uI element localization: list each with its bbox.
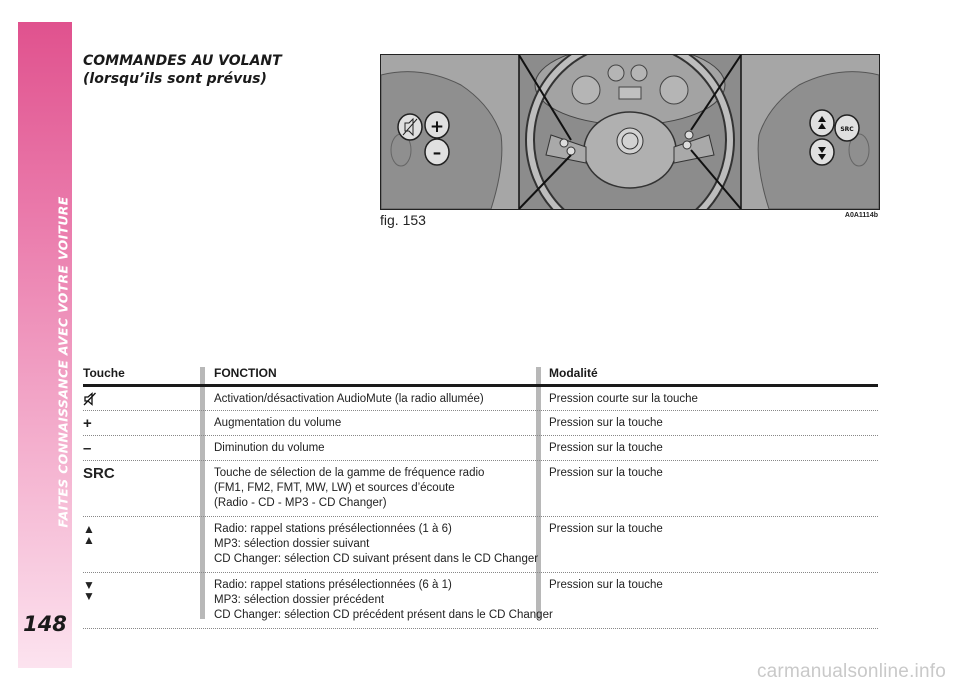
function-line: MP3: sélection dossier précédent: [214, 594, 385, 606]
function-cell: [214, 466, 534, 511]
watermark: carmanualsonline.info: [756, 661, 946, 682]
function-line: Augmentation du volume: [214, 417, 342, 429]
function-cell: [214, 578, 553, 623]
figure-caption: fig. 153: [380, 212, 426, 228]
chapter-title: FAITES CONNAISSANCE AVEC VOTRE VOITURE: [55, 196, 71, 528]
mode-cell: Pression sur la touche: [549, 442, 663, 454]
mode-cell: Pression courte sur la touche: [549, 393, 698, 405]
figure-code: A0A1114b: [844, 212, 878, 219]
function-cell: [214, 522, 539, 567]
function-line: CD Changer: sélection CD précédent présent dans le CD Changer: [214, 609, 553, 621]
mode-cell: Pression sur la touche: [549, 579, 663, 591]
header-key: Touche: [83, 366, 125, 380]
key-cell: [83, 392, 97, 409]
table-row: [83, 573, 878, 629]
table-row: [83, 436, 878, 461]
function-line: Touche de sélection de la gamme de fréquence radio: [214, 467, 485, 479]
controls-table: [83, 364, 878, 629]
steering-wheel-illustration: [381, 55, 879, 209]
function-cell: [214, 441, 534, 456]
table-header: [83, 364, 878, 387]
key-cell: –: [83, 440, 92, 457]
src-label: SRC: [840, 126, 854, 133]
steering-wheel-figure: [380, 54, 880, 210]
key-cell: [83, 522, 95, 544]
function-cell: [214, 416, 534, 431]
double-up-arrow-icon: ▲▲: [82, 522, 96, 544]
section-title: [83, 52, 282, 88]
section-heading: COMMANDES AU VOLANT: [83, 53, 282, 69]
table-row: [83, 411, 878, 436]
function-line: MP3: sélection dossier suivant: [214, 538, 370, 550]
mode-cell: Pression sur la touche: [549, 467, 663, 479]
source-button: [835, 115, 859, 141]
seek-up-button: [810, 110, 834, 136]
volume-down-button: [425, 139, 449, 165]
minus-label: –: [432, 143, 442, 163]
header-function: FONCTION: [214, 366, 277, 380]
chapter-sidebar: [18, 22, 72, 668]
volume-up-button: [425, 112, 449, 138]
table-row: [83, 461, 878, 517]
seek-down-button: [810, 139, 834, 165]
section-subheading: (lorsqu’ils sont prévus): [83, 71, 267, 87]
function-cell: [214, 392, 534, 407]
key-cell: SRC: [83, 465, 115, 482]
function-line: CD Changer: sélection CD suivant présent dans le CD Changer: [214, 553, 539, 565]
key-cell: +: [83, 415, 92, 432]
table-row: [83, 517, 878, 573]
function-line: (Radio - CD - MP3 - CD Changer): [214, 497, 387, 509]
double-down-arrow-icon: ▼▼: [82, 578, 96, 600]
page-number: 148: [23, 612, 67, 636]
header-mode: Modalité: [549, 366, 598, 380]
mode-cell: Pression sur la touche: [549, 523, 663, 535]
table-row: [83, 387, 878, 411]
audio-mute-icon: [83, 392, 97, 406]
key-cell: [83, 578, 95, 600]
function-line: Diminution du volume: [214, 442, 325, 454]
plus-label: +: [429, 117, 445, 137]
function-line: Radio: rappel stations présélectionnées (6 à 1): [214, 579, 452, 591]
function-line: Radio: rappel stations présélectionnées (1 à 6): [214, 523, 452, 535]
function-line: Activation/désactivation AudioMute (la radio allumée): [214, 393, 484, 405]
mode-cell: Pression sur la touche: [549, 417, 663, 429]
mute-button: [398, 114, 422, 140]
function-line: (FM1, FM2, FMT, MW, LW) et sources d’écoute: [214, 482, 455, 494]
